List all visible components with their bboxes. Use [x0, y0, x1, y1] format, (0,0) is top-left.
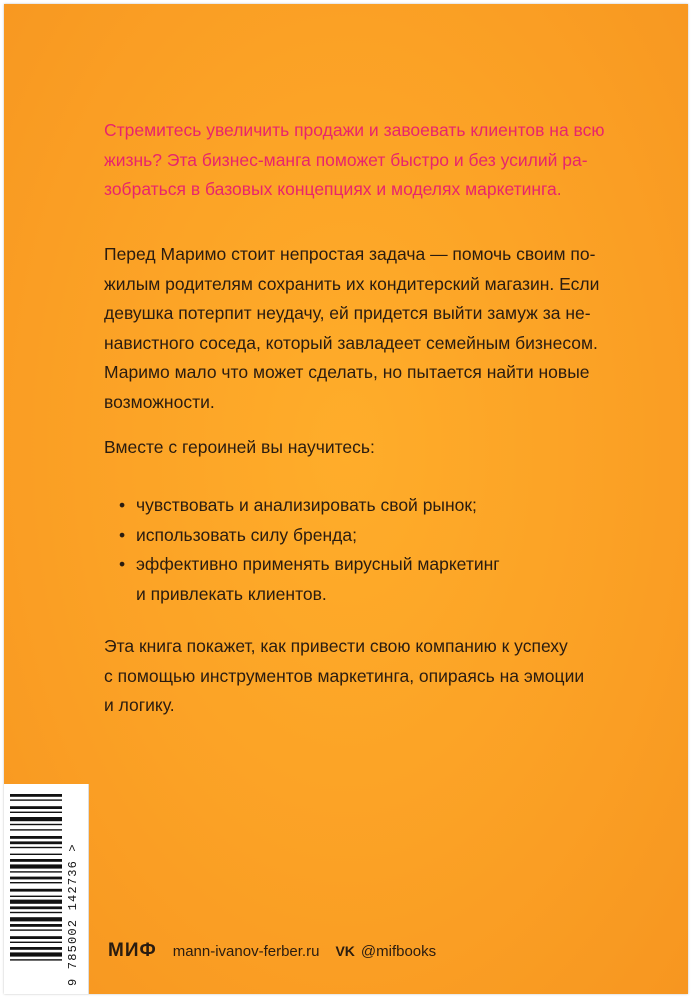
- list-item-text: и привлекать клиентов.: [136, 583, 327, 604]
- barcode-bars: [10, 792, 62, 988]
- book-back-cover: [4, 4, 688, 994]
- isbn-barcode: [4, 784, 89, 994]
- story-line: возможности.: [104, 391, 215, 412]
- skills-intro: Вместе с героиней вы научитесь:: [104, 437, 375, 457]
- website-link[interactable]: mann-ivanov-ferber.ru: [172, 942, 320, 960]
- social-handle[interactable]: @mifbooks: [360, 942, 437, 960]
- lead-line: Стремитесь увеличить продажи и завоевать клиентов на всю: [104, 120, 605, 140]
- list-item: [104, 550, 664, 609]
- vk-icon[interactable]: VK: [335, 943, 355, 959]
- lead-line: зобраться в базовых концепциях и моделях маркетинга.: [104, 179, 562, 199]
- publisher-logo: МИФ: [108, 940, 157, 961]
- barcode-digits: [66, 843, 80, 986]
- bullet-icon: •: [119, 524, 126, 545]
- story-line: навистного соседа, который завладеет семейным бизнесом.: [104, 332, 598, 353]
- closing-paragraph: [104, 632, 664, 721]
- closing-line: с помощью инструментов маркетинга, опираясь на эмоции: [104, 665, 585, 686]
- lead-paragraph: [104, 116, 664, 205]
- lead-line: жизнь? Эта бизнес-манга поможет быстро и без усилий ра-: [104, 149, 588, 170]
- list-item-text: эффективно применять вирусный маркетинг: [136, 554, 500, 574]
- list-item: [104, 521, 664, 551]
- barcode-end-mark: >: [66, 843, 80, 852]
- skills-list: [104, 491, 664, 609]
- story-paragraph: [104, 240, 664, 417]
- list-item-text: чувствовать и анализировать свой рынок;: [136, 495, 477, 515]
- story-line: Маримо мало что может сделать, но пытается найти новые: [104, 362, 590, 382]
- story-line: девушка потерпит неудачу, ей придется выйти замуж за не-: [104, 303, 591, 323]
- closing-line: и логику.: [104, 695, 175, 715]
- story-line: жилым родителям сохранить их кондитерский магазин. Если: [104, 273, 600, 294]
- list-item: [104, 491, 664, 521]
- story-line: Перед Маримо стоит непростая задача — помочь своим по-: [104, 244, 596, 264]
- bullet-icon: •: [119, 554, 126, 574]
- publisher-footer: [108, 936, 436, 966]
- barcode-number: 9 785002 142736: [66, 859, 80, 986]
- bullet-icon: •: [119, 495, 126, 515]
- list-item-text: использовать силу бренда;: [136, 524, 357, 545]
- closing-line: Эта книга покажет, как привести свою компанию к успеху: [104, 636, 568, 656]
